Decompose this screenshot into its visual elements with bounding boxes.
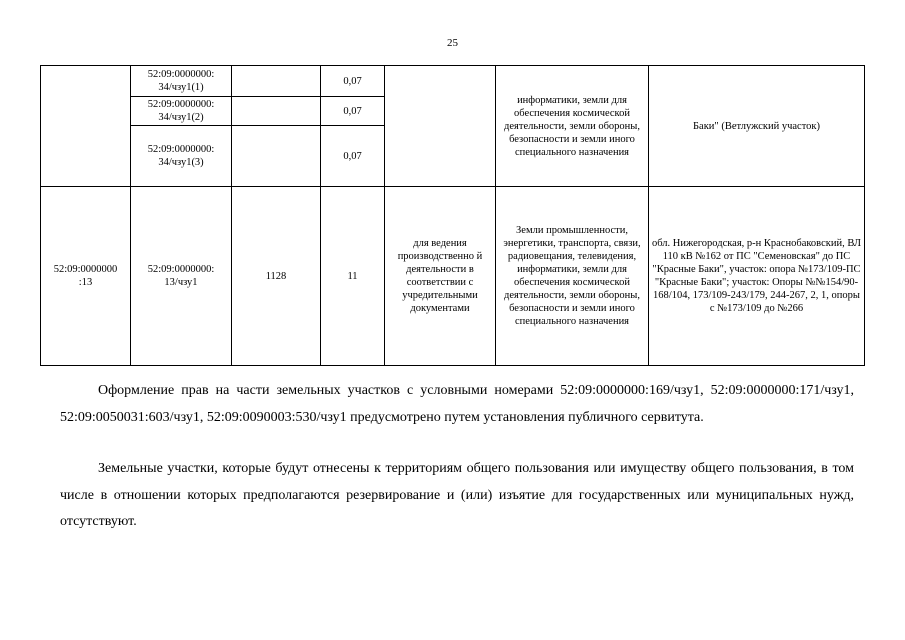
page-number: 25 — [447, 37, 458, 49]
area-cell: 11 — [321, 187, 385, 366]
location-cell: обл. Нижегородская, р-н Краснобаковский, ВЛ 110 кВ №162 от ПС "Семеновская" до ПС "Красные Баки", участок: опора №173/109-ПС "Красные Баки"; участок: Опоры №№154/90-168/104, 173/109-243/179, 244-267, 2, 1, опоры с №173/109 до №266 — [649, 187, 865, 366]
purpose-cell — [385, 66, 496, 187]
category-cell: Земли промышленности, энергетики, транспорта, связи, радиовещания, телевидения, информатики, земли для обеспечения космической деятельности, земли обороны, безопасности и земли иного специального назначения — [496, 187, 649, 366]
table-row — [41, 66, 865, 97]
total-area-cell — [232, 126, 321, 187]
cadastral-number-cell: 52:09:0000000 :13 — [41, 187, 131, 366]
area-cell: 0,07 — [321, 66, 385, 97]
sub-number-cell: 52:09:0000000: 34/чзу1(3) — [131, 126, 232, 187]
sub-number-cell: 52:09:0000000: 13/чзу1 — [131, 187, 232, 366]
category-cell: информатики, земли для обеспечения космической деятельности, земли обороны, безопасности и земли иного специального назначения — [496, 66, 649, 187]
sub-number-cell: 52:09:0000000: 34/чзу1(2) — [131, 97, 232, 126]
sub-number-cell: 52:09:0000000: 34/чзу1(1) — [131, 66, 232, 97]
paragraph-common-use-lands: Земельные участки, которые будут отнесены к территориям общего пользования или имуществу общего пользования, в том числе в отношении которых предполагаются резервирование и (или) изъятие для государственных или муниципальных нужд, отсутствуют. — [60, 461, 854, 529]
total-area-cell — [232, 97, 321, 126]
table-row — [41, 187, 865, 366]
cadastral-number-cell — [41, 66, 131, 187]
area-cell: 0,07 — [321, 126, 385, 187]
location-cell: Баки" (Ветлужский участок) — [649, 66, 865, 187]
total-area-cell — [232, 66, 321, 97]
paragraph-public-servitude: Оформление прав на части земельных участков с условными номерами 52:09:0000000:169/чзу1, 52:09:0000000:171/чзу1, 52:09:0050031:603/чзу1, 52:09:0090003:530/чзу1 предусмотрено путем установления публичного сервитута. — [60, 383, 854, 425]
area-cell: 0,07 — [321, 97, 385, 126]
land-plots-table — [40, 65, 865, 366]
purpose-cell: для ведения производственно й деятельности в соответствии с учредительными документами — [385, 187, 496, 366]
total-area-cell: 1128 — [232, 187, 321, 366]
